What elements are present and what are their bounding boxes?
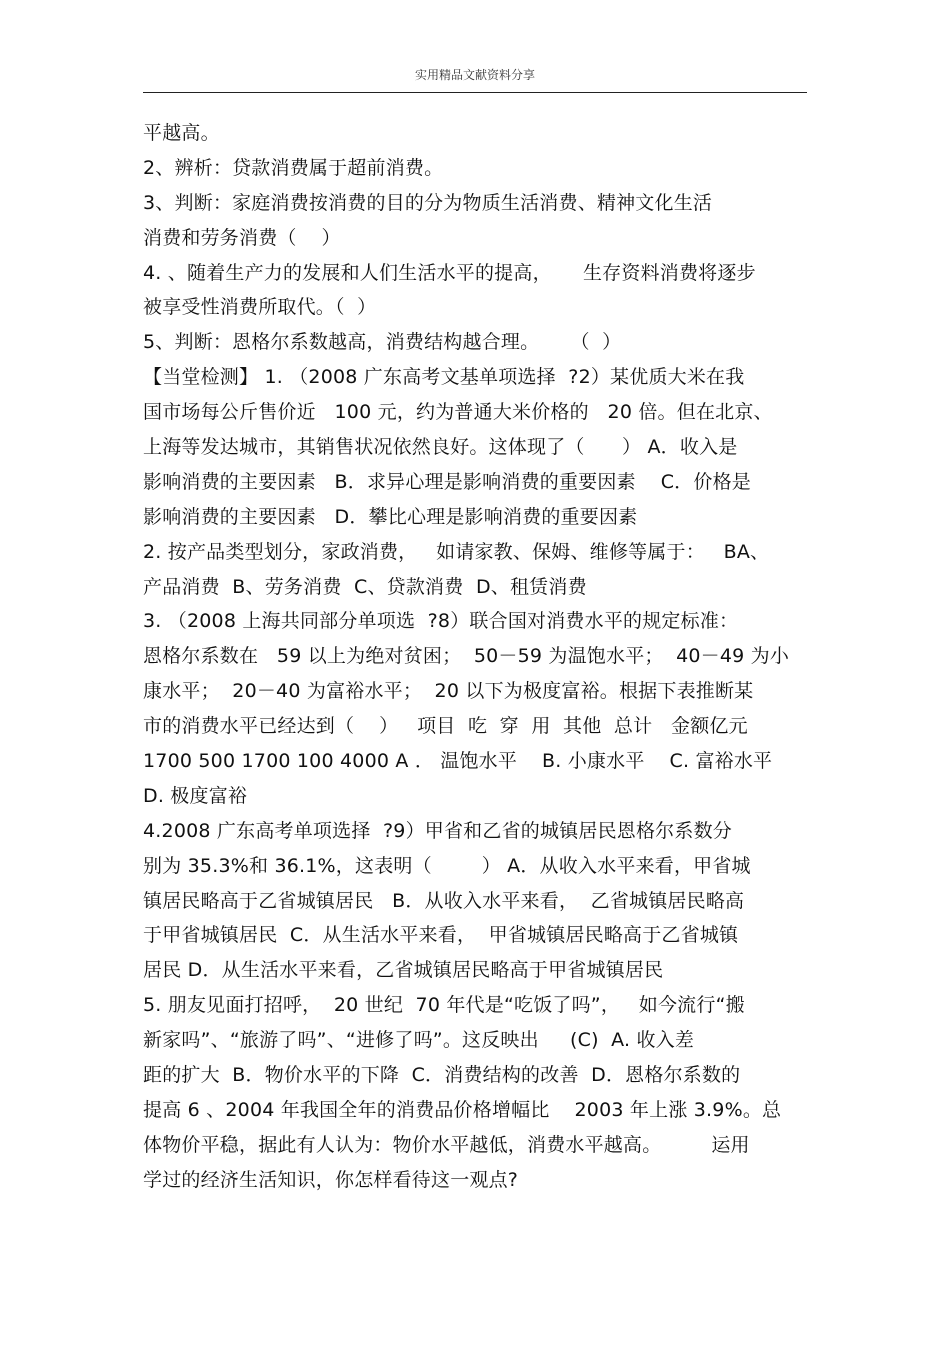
text-line: 被享受性消费所取代。（ ） <box>143 296 377 319</box>
text-line: 体物价平稳，据此有人认为：物价水平越低，消费水平越高。 运用 <box>143 1133 750 1156</box>
text-line: 【当堂检测】 1. （2008 广东高考文基单项选择 ?2）某优质大米在我 <box>143 366 745 389</box>
text-line: 产品消费 B、劳务消费 C、贷款消费 D、租赁消费 <box>143 575 587 598</box>
text-line: 于甲省城镇居民 C．从生活水平来看， 甲省城镇居民略高于乙省城镇 <box>143 924 739 947</box>
text-line: 距的扩大 B．物价水平的下降 C．消费结构的改善 D．恩格尔系数的 <box>143 1064 741 1087</box>
document-body <box>143 116 813 1198</box>
text-line: 影响消费的主要因素 B．求异心理是影响消费的重要因素 C．价格是 <box>143 470 751 493</box>
text-line: 上海等发达城市，其销售状况依然良好。这体现了（ ） A．收入是 <box>143 436 738 459</box>
text-line: 恩格尔系数在 59 以上为绝对贫困； 50－59 为温饱水平； 40－49 为小 <box>143 645 790 668</box>
text-line: 4.2008 广东高考单项选择 ?9）甲省和乙省的城镇居民恩格尔系数分 <box>143 819 732 842</box>
text-line: 5、判断：恩格尔系数越高，消费结构越合理。 （ ） <box>143 331 622 354</box>
text-line: 3. （2008 上海共同部分单项选 ?8）联合国对消费水平的规定标准： <box>143 610 739 633</box>
page-header <box>143 66 807 93</box>
text-line: 4. 、随着生产力的发展和人们生活水平的提高， 生存资料消费将逐步 <box>143 261 756 284</box>
text-line: 1700 500 1700 100 4000 A ． 温饱水平 B. 小康水平 C. 富裕水平 <box>143 750 773 773</box>
text-line: 消费和劳务消费（ ） <box>143 226 341 249</box>
text-line: 2. 按产品类型划分，家政消费， 如请家教、保姆、维修等属于： BA、 <box>143 540 770 563</box>
text-line: 3、判断：家庭消费按消费的目的分为物质生活消费、精神文化生活 <box>143 191 713 214</box>
text-line: 别为 35.3%和 36.1%，这表明（ ） A．从收入水平来看，甲省城 <box>143 854 751 877</box>
text-line: 学过的经济生活知识，你怎样看待这一观点? <box>143 1168 519 1191</box>
text-line: 平越高。 <box>143 122 220 144</box>
text-line: 居民 D．从生活水平来看，乙省城镇居民略高于甲省城镇居民 <box>143 959 664 982</box>
text-line: 镇居民略高于乙省城镇居民 B．从收入水平来看， 乙省城镇居民略高 <box>143 889 745 912</box>
text-line: 康水平； 20－40 为富裕水平； 20 以下为极度富裕。根据下表推断某 <box>143 680 754 703</box>
text-line: 市的消费水平已经达到（ ） 项目 吃 穿 用 其他 总计 金额亿元 <box>143 715 748 738</box>
text-line: 2、辨析：贷款消费属于超前消费。 <box>143 156 444 179</box>
text-line: 新家吗”、“旅游了吗”、“进修了吗”。这反映出 (C) A. 收入差 <box>143 1029 695 1052</box>
text-line: 国市场每公斤售价近 100 元，约为普通大米价格的 20 倍。但在北京、 <box>143 401 773 424</box>
text-line: 提高 6 、2004 年我国全年的消费品价格增幅比 2003 年上涨 3.9%。总 <box>143 1098 782 1121</box>
text-line: 5. 朋友见面打招呼， 20 世纪 70 年代是“吃饭了吗”， 如今流行“搬 <box>143 994 745 1017</box>
text-line: D. 极度富裕 <box>143 784 248 807</box>
text-line: 影响消费的主要因素 D．攀比心理是影响消费的重要因素 <box>143 505 638 528</box>
header-title: 实用精品文献资料分享 <box>414 68 535 82</box>
